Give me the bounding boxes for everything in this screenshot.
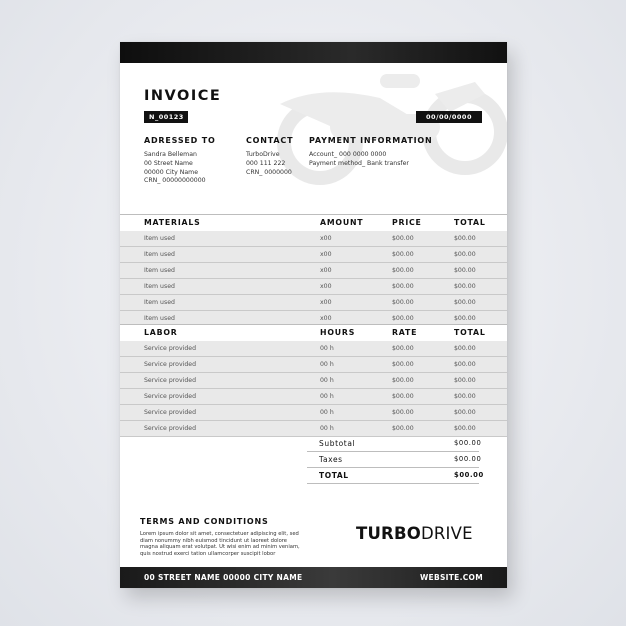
table-row	[120, 421, 507, 437]
item-cell: Item used	[144, 235, 175, 242]
table-row	[120, 373, 507, 389]
total-cell: $00.00	[454, 267, 476, 274]
item-cell: Item used	[144, 315, 175, 322]
invoice-number-badge: N_00123	[144, 111, 188, 123]
hours-cell: 00 h	[320, 361, 334, 368]
hours-cell: 00 h	[320, 425, 334, 432]
addressed-line: 00000 City Name	[144, 168, 198, 176]
terms-text: Lorem ipsum dolor sit amet, consectetuer adipiscing elit, sed diam nonummy nibh euismod tincidunt ut laoreet dolore magna aliquam erat volutpat. Ut wisi enim ad minim veniam, quis nostrud exerci tation ullamcorper suscipit lobor	[140, 531, 300, 557]
table-row	[120, 389, 507, 405]
table-row	[120, 341, 507, 357]
motorcycle-watermark-icon	[260, 64, 507, 194]
subtotal-row	[307, 436, 482, 452]
total-cell: $00.00	[454, 425, 476, 432]
payment-heading: PAYMENT INFORMATION	[309, 136, 433, 145]
total-cell: $00.00	[454, 345, 476, 352]
hours-cell: 00 h	[320, 409, 334, 416]
rate-cell: $00.00	[392, 409, 414, 416]
amount-cell: x00	[320, 315, 332, 322]
price-col-header: PRICE	[392, 218, 422, 227]
payment-block	[309, 151, 409, 169]
item-cell: Item used	[144, 299, 175, 306]
total-cell: $00.00	[454, 361, 476, 368]
materials-col-header: MATERIALS	[144, 218, 201, 227]
subtotal-value: $00.00	[454, 439, 482, 447]
service-cell: Service provided	[144, 425, 196, 432]
item-cell: Item used	[144, 283, 175, 290]
taxes-value: $00.00	[454, 455, 482, 463]
contact-block	[246, 151, 292, 177]
contact-heading: CONTACT	[246, 136, 294, 145]
price-cell: $00.00	[392, 235, 414, 242]
brand-logo-bold: TURBO	[356, 524, 421, 543]
price-cell: $00.00	[392, 299, 414, 306]
hours-cell: 00 h	[320, 393, 334, 400]
taxes-label: Taxes	[319, 455, 343, 464]
item-cell: Item used	[144, 267, 175, 274]
contact-line: TurboDrive	[246, 151, 280, 158]
amount-cell: x00	[320, 235, 332, 242]
total-cell: $00.00	[454, 315, 476, 322]
rate-col-header: RATE	[392, 328, 418, 337]
price-cell: $00.00	[392, 283, 414, 290]
terms-heading: TERMS AND CONDITIONS	[140, 517, 269, 526]
service-cell: Service provided	[144, 377, 196, 384]
hours-col-header: HOURS	[320, 328, 356, 337]
labor-col-header: LABOR	[144, 328, 178, 337]
hours-cell: 00 h	[320, 345, 334, 352]
item-cell: Item used	[144, 251, 175, 258]
service-cell: Service provided	[144, 345, 196, 352]
footer-address: 00 STREET NAME 00000 CITY NAME	[144, 573, 303, 582]
table-row	[120, 231, 507, 247]
invoice-sheet	[120, 42, 507, 588]
amount-cell: x00	[320, 283, 332, 290]
addressed-line: Sandra Belleman	[144, 151, 197, 158]
addressed-line: 00 Street Name	[144, 159, 193, 167]
total-cell: $00.00	[454, 299, 476, 306]
payment-line: Account_ 000 0000 0000	[309, 151, 387, 158]
total-row	[307, 468, 484, 484]
table-row	[120, 279, 507, 295]
total-value: $00.00	[454, 471, 484, 479]
contact-line: 000 111 222	[246, 159, 286, 167]
table-row	[120, 247, 507, 263]
materials-header	[120, 214, 507, 232]
labor-header	[120, 324, 507, 342]
rate-cell: $00.00	[392, 377, 414, 384]
rate-cell: $00.00	[392, 393, 414, 400]
price-cell: $00.00	[392, 315, 414, 322]
rate-cell: $00.00	[392, 425, 414, 432]
total-cell: $00.00	[454, 235, 476, 242]
subtotal-label: Subtotal	[319, 439, 356, 448]
total-label: TOTAL	[319, 471, 349, 480]
amount-cell: x00	[320, 251, 332, 258]
total-cell: $00.00	[454, 251, 476, 258]
payment-line: Payment method_ Bank transfer	[309, 159, 409, 167]
service-cell: Service provided	[144, 409, 196, 416]
footer-website: WEBSITE.COM	[419, 573, 483, 582]
rate-cell: $00.00	[392, 345, 414, 352]
table-row	[120, 295, 507, 311]
amount-cell: x00	[320, 299, 332, 306]
brand-logo-thin: DRIVE	[420, 524, 473, 543]
hours-cell: 00 h	[320, 377, 334, 384]
amount-col-header: AMOUNT	[320, 218, 364, 227]
addressed-line: CRN_ 00000000000	[144, 177, 206, 185]
total-cell: $00.00	[454, 393, 476, 400]
service-cell: Service provided	[144, 361, 196, 368]
contact-line: CRN_ 0000000	[246, 168, 292, 176]
price-cell: $00.00	[392, 267, 414, 274]
invoice-date-badge: 00/00/0000	[416, 111, 482, 123]
amount-cell: x00	[320, 267, 332, 274]
taxes-row	[307, 452, 482, 468]
brand-logo	[356, 524, 473, 543]
total-cell: $00.00	[454, 283, 476, 290]
service-cell: Service provided	[144, 393, 196, 400]
total-col-header: TOTAL	[454, 218, 486, 227]
top-bar	[120, 42, 507, 63]
invoice-title: INVOICE	[144, 88, 222, 104]
total-cell: $00.00	[454, 409, 476, 416]
total-col-header: TOTAL	[454, 328, 486, 337]
addressed-to-block	[144, 151, 206, 186]
rate-cell: $00.00	[392, 361, 414, 368]
total-cell: $00.00	[454, 377, 476, 384]
table-row	[120, 357, 507, 373]
table-row	[120, 263, 507, 279]
price-cell: $00.00	[392, 251, 414, 258]
table-row	[120, 405, 507, 421]
addressed-to-heading: ADRESSED TO	[144, 136, 216, 145]
footer-bar	[120, 567, 507, 588]
